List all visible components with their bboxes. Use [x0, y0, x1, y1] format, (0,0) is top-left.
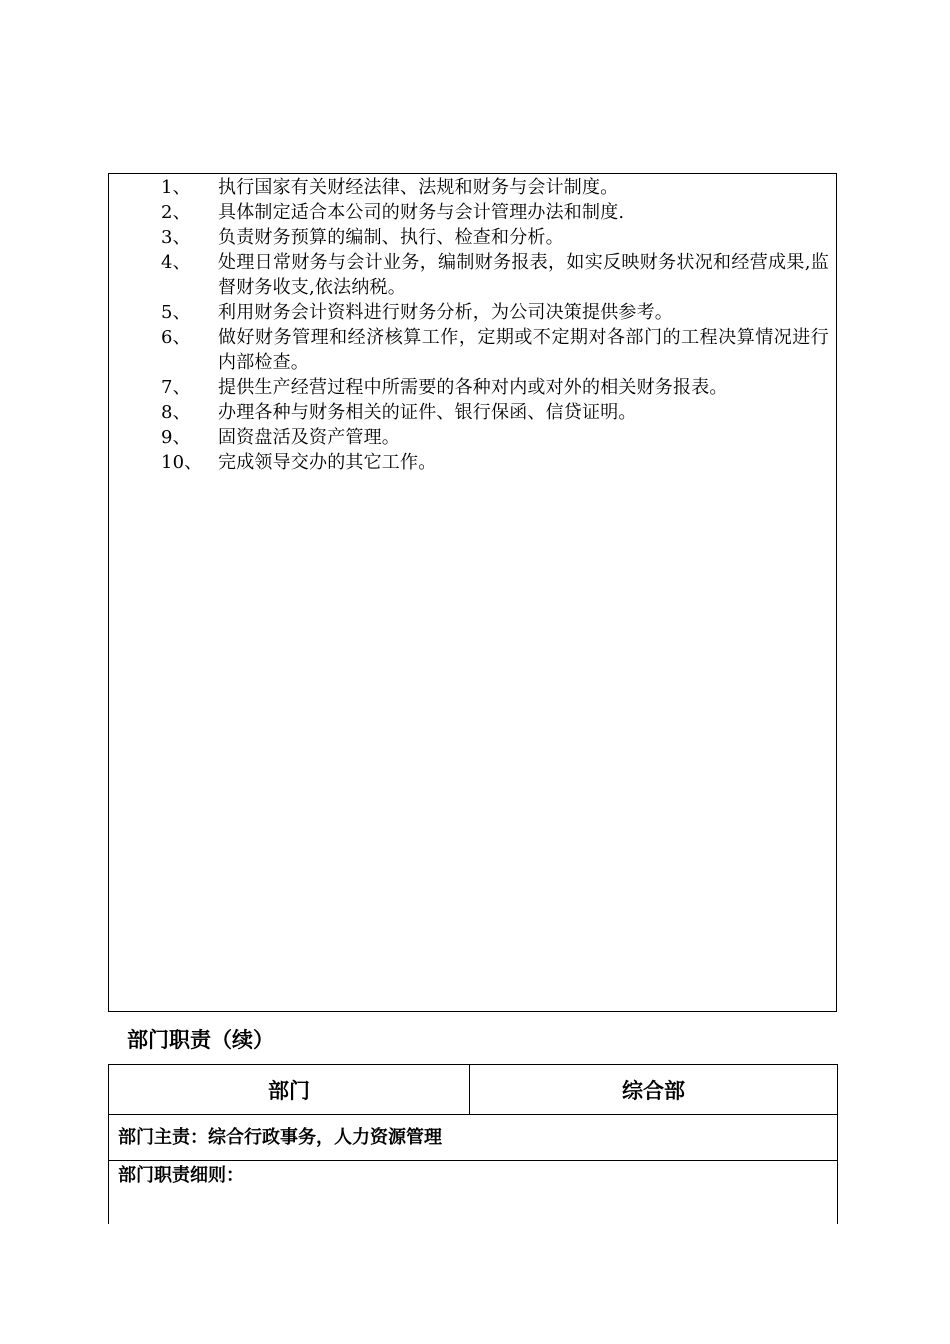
- duty-number: 1、: [161, 177, 191, 198]
- duty-detail-row: [109, 1161, 837, 1225]
- duty-item: [161, 250, 829, 300]
- finance-duties-box: [108, 173, 837, 1012]
- department-table: [108, 1064, 838, 1224]
- duty-item: [161, 375, 829, 400]
- duty-item: [161, 450, 829, 475]
- duty-item: [161, 400, 829, 425]
- duty-text: 利用财务会计资料进行财务分析，为公司决策提供参考。: [218, 302, 673, 323]
- department-label-cell: 部门: [109, 1065, 470, 1114]
- duty-number: 8、: [161, 402, 191, 423]
- duty-item: [161, 425, 829, 450]
- main-duty-row: [109, 1115, 837, 1161]
- duty-text: 完成领导交办的其它工作。: [218, 452, 437, 473]
- duty-text: 做好财务管理和经济核算工作，定期或不定期对各部门的工程决算情况进行内部检查。: [218, 327, 829, 373]
- duty-number: 7、: [161, 377, 191, 398]
- duty-text: 具体制定适合本公司的财务与会计管理办法和制度.: [218, 202, 625, 223]
- duty-detail-label: 部门职责细则：: [118, 1165, 244, 1186]
- duty-text: 处理日常财务与会计业务，编制财务报表，如实反映财务状况和经营成果,监督财务收支,依法纳税。: [218, 252, 829, 298]
- duty-item: [161, 200, 829, 225]
- duty-item: [161, 175, 829, 200]
- duty-item: [161, 300, 829, 325]
- duty-number: 5、: [161, 302, 191, 323]
- duty-item: [161, 325, 829, 375]
- duty-number: 4、: [161, 252, 191, 273]
- duty-text: 提供生产经营过程中所需要的各种对内或对外的相关财务报表。: [218, 377, 728, 398]
- department-header-row: [109, 1065, 837, 1115]
- duty-text: 办理各种与财务相关的证件、银行保函、信贷证明。: [218, 402, 637, 423]
- section-heading: 部门职责（续）: [127, 1027, 274, 1052]
- duty-number: 3、: [161, 227, 191, 248]
- duty-list: [161, 175, 829, 475]
- duty-text: 负责财务预算的编制、执行、检查和分析。: [218, 227, 564, 248]
- duty-number: 6、: [161, 327, 191, 348]
- main-duty-text: 部门主责：综合行政事务，人力资源管理: [118, 1127, 442, 1148]
- duty-item: [161, 225, 829, 250]
- duty-number: 9、: [161, 427, 191, 448]
- department-value-cell: 综合部: [622, 1077, 685, 1103]
- duty-text: 执行国家有关财经法律、法规和财务与会计制度。: [218, 177, 619, 198]
- duty-text: 固资盘活及资产管理。: [218, 427, 400, 448]
- duty-number: 2、: [161, 202, 191, 223]
- duty-number: 10、: [161, 452, 203, 473]
